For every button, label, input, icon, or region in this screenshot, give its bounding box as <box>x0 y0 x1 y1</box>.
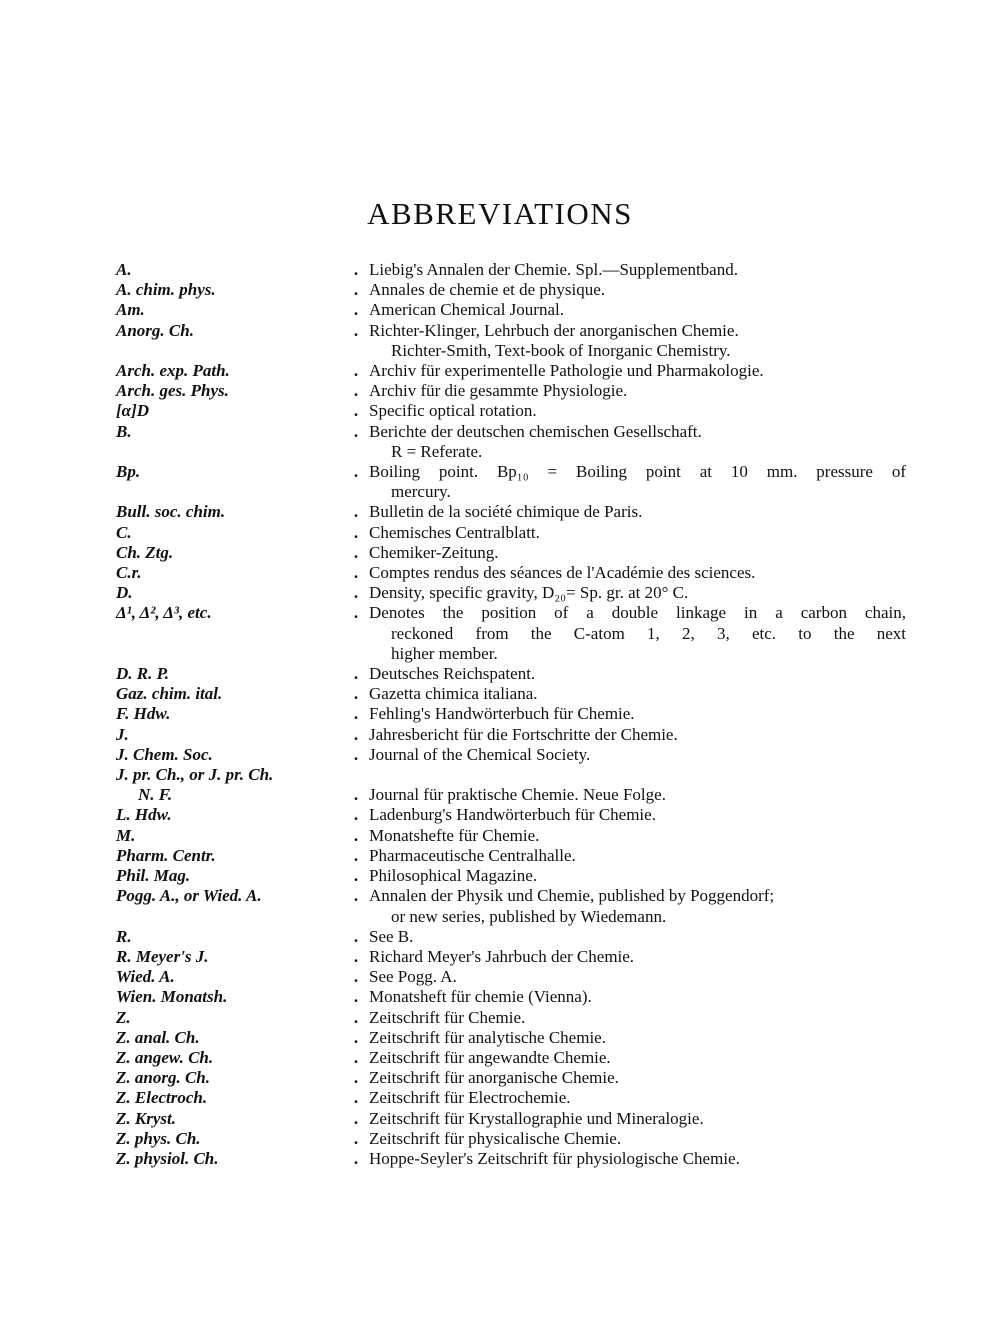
abbreviation-term-text: L. Hdw. <box>116 805 172 825</box>
abbreviation-term <box>116 381 348 401</box>
abbreviation-definition <box>364 462 906 502</box>
definition-line: Bulletin de la société chimique de Paris. <box>369 502 643 522</box>
leader-dot: . <box>353 987 359 1007</box>
abbreviation-term <box>116 725 348 745</box>
abbreviation-term <box>116 947 348 967</box>
abbreviation-definition <box>364 725 906 745</box>
abbreviation-term <box>116 805 348 825</box>
definition-line: higher member. <box>391 643 498 663</box>
abbreviation-term-text: Wien. Monatsh. <box>116 987 228 1007</box>
abbreviation-definition <box>364 543 906 563</box>
page-title: ABBREVIATIONS <box>367 196 633 231</box>
abbreviation-definition <box>364 664 906 684</box>
abbreviation-entry <box>116 1048 906 1068</box>
abbreviation-definition <box>364 846 906 866</box>
abbreviation-list <box>116 260 906 1169</box>
abbreviation-definition <box>364 523 906 543</box>
abbreviation-term-text: Anorg. Ch. <box>116 320 194 340</box>
abbreviation-term-text: J. Chem. Soc. <box>116 744 213 764</box>
abbreviation-definition <box>364 1028 906 1048</box>
abbreviation-term-text: Pharm. Centr. <box>116 845 216 865</box>
abbreviation-entry <box>116 523 906 543</box>
definition-line: Gazetta chimica italiana. <box>369 684 538 704</box>
abbreviation-entry <box>116 1008 906 1028</box>
definition-line: See B. <box>369 926 414 946</box>
abbreviation-term-text: [α]D <box>116 401 150 421</box>
abbreviation-term <box>116 745 348 765</box>
leader-dot: . <box>353 785 359 805</box>
abbreviation-entry <box>116 866 906 886</box>
abbreviation-definition <box>364 987 906 1007</box>
abbreviation-definition <box>364 1068 906 1088</box>
leader-dot: . <box>353 1148 359 1168</box>
definition-line: Zeitschrift für Electrochemie. <box>369 1088 571 1108</box>
definition-line: mercury. <box>391 482 451 502</box>
definition-line: Archiv für experimentelle Pathologie und Pharmakologie. <box>369 361 764 381</box>
abbreviation-entry <box>116 704 906 724</box>
abbreviation-term-text: C. <box>116 522 132 542</box>
abbreviation-term-text: Arch. ges. Phys. <box>116 381 229 401</box>
abbreviation-entry <box>116 725 906 745</box>
definition-line: reckoned from the C-atom 1, 2, 3, etc. to the next <box>391 623 906 643</box>
abbreviation-entry <box>116 300 906 320</box>
definition-line <box>369 765 906 785</box>
abbreviation-definition <box>364 563 906 583</box>
definition-line: R = Referate. <box>391 441 483 461</box>
definition-line: Journal für praktische Chemie. Neue Folge. <box>369 785 666 805</box>
abbreviation-term <box>116 826 348 846</box>
abbreviation-term-text: A. chim. phys. <box>116 280 216 300</box>
abbreviation-definition <box>364 1088 906 1108</box>
abbreviation-term-text: A. <box>116 260 132 279</box>
leader-dot: . <box>353 825 359 845</box>
abbreviation-definition <box>364 704 906 724</box>
definition-line: Fehling's Handwörterbuch für Chemie. <box>369 704 635 724</box>
abbreviation-term <box>116 523 348 543</box>
abbreviation-definition <box>364 866 906 886</box>
abbreviation-entry <box>116 401 906 421</box>
abbreviation-entry <box>116 543 906 563</box>
abbreviation-entry <box>116 664 906 684</box>
leader-dot: . <box>353 724 359 744</box>
leader-dot: . <box>353 1068 359 1088</box>
definition-line: Archiv für die gesammte Physiologie. <box>369 381 628 401</box>
abbreviation-entry <box>116 603 906 664</box>
abbreviation-entry <box>116 260 906 280</box>
abbreviation-term <box>116 765 348 805</box>
definition-line: Deutsches Reichspatent. <box>369 664 536 684</box>
leader-dot: . <box>353 684 359 704</box>
abbreviation-term-text: Wied. A. <box>116 967 175 987</box>
leader-dot: . <box>353 866 359 886</box>
abbreviation-entry <box>116 502 906 522</box>
definition-line: Zeitschrift für anorganische Chemie. <box>369 1068 619 1088</box>
leader-dot: . <box>353 1108 359 1128</box>
abbreviation-definition <box>364 321 906 361</box>
abbreviation-term-text: D. <box>116 583 133 603</box>
definition-line: Jahresbericht für die Fortschritte der Chemie. <box>369 724 678 744</box>
abbreviation-definition <box>364 603 906 664</box>
abbreviation-term-text: Z. anorg. Ch. <box>116 1068 210 1088</box>
definition-line: Comptes rendus des séances de l'Académie des sciences. <box>369 563 756 583</box>
abbreviation-term-text: Z. <box>116 1007 131 1027</box>
abbreviation-entry <box>116 745 906 765</box>
leader-dot: . <box>353 401 359 421</box>
leader-dot: . <box>353 926 359 946</box>
abbreviation-term <box>116 967 348 987</box>
definition-line: Annales de chemie et de physique. <box>369 280 606 300</box>
leader-dot: . <box>353 704 359 724</box>
definition-line: Monatshefte für Chemie. <box>369 825 540 845</box>
leader-dot: . <box>353 280 359 300</box>
abbreviation-entry <box>116 987 906 1007</box>
abbreviation-term <box>116 846 348 866</box>
definition-line: Berichte der deutschen chemischen Gesellschaft. <box>369 421 702 441</box>
definition-line: Zeitschrift für Chemie. <box>369 1007 526 1027</box>
abbreviation-entry <box>116 381 906 401</box>
definition-line: Chemiker-Zeitung. <box>369 542 499 562</box>
abbreviation-definition <box>364 1008 906 1028</box>
abbreviation-term <box>116 1008 348 1028</box>
definition-line: Pharmaceutische Centralhalle. <box>369 845 576 865</box>
abbreviation-definition <box>364 583 906 603</box>
abbreviation-term-text: Δ¹, Δ², Δ³, etc. <box>116 603 212 623</box>
definition-line: Richter-Klinger, Lehrbuch der anorganischen Chemie. <box>369 320 739 340</box>
definition-line: Zeitschrift für angewandte Chemie. <box>369 1047 611 1067</box>
leader-dot: . <box>353 300 359 320</box>
abbreviation-term <box>116 543 348 563</box>
abbreviation-entry <box>116 563 906 583</box>
abbreviation-definition <box>364 300 906 320</box>
abbreviation-term <box>116 1088 348 1108</box>
abbreviation-term <box>116 664 348 684</box>
leader-dot: . <box>353 381 359 401</box>
abbreviation-definition <box>364 280 906 300</box>
abbreviation-entry <box>116 1028 906 1048</box>
abbreviation-entry <box>116 927 906 947</box>
abbreviation-definition <box>364 260 906 280</box>
abbreviation-term-text: Z. Kryst. <box>116 1108 176 1128</box>
abbreviation-entry <box>116 1149 906 1169</box>
leader-dot: . <box>353 502 359 522</box>
abbreviation-definition <box>364 1048 906 1068</box>
abbreviation-definition <box>364 805 906 825</box>
abbreviation-definition <box>364 684 906 704</box>
leader-dot: . <box>353 1047 359 1067</box>
definition-line: Richter-Smith, Text-book of Inorganic Chemistry. <box>391 340 731 360</box>
abbreviation-definition <box>364 886 906 926</box>
definition-line: Specific optical rotation. <box>369 401 537 421</box>
abbreviation-entry <box>116 1109 906 1129</box>
abbreviation-term-text: Z. phys. Ch. <box>116 1128 201 1148</box>
abbreviation-term <box>116 321 348 341</box>
abbreviation-term <box>116 563 348 583</box>
abbreviation-term <box>116 280 348 300</box>
abbreviation-term-text: Phil. Mag. <box>116 866 191 886</box>
abbreviation-definition <box>364 1129 906 1149</box>
abbreviation-term-text: C.r. <box>116 563 142 583</box>
leader-dot: . <box>353 805 359 825</box>
abbreviation-definition <box>364 765 906 805</box>
abbreviation-term <box>116 1129 348 1149</box>
abbreviation-term-text: Z. angew. Ch. <box>116 1047 214 1067</box>
abbreviation-definition <box>364 967 906 987</box>
abbreviation-term-text: Z. physiol. Ch. <box>116 1148 219 1168</box>
abbreviation-entry <box>116 1088 906 1108</box>
abbreviation-definition <box>364 502 906 522</box>
abbreviation-definition <box>364 927 906 947</box>
abbreviation-term-text: Arch. exp. Path. <box>116 361 230 381</box>
abbreviation-term <box>116 1048 348 1068</box>
abbreviation-entry <box>116 846 906 866</box>
definition-line: or new series, published by Wiedemann. <box>391 906 667 926</box>
abbreviation-entry <box>116 967 906 987</box>
abbreviation-term <box>116 866 348 886</box>
abbreviation-definition <box>364 826 906 846</box>
abbreviation-definition <box>364 401 906 421</box>
abbreviation-term-text: J. <box>116 724 129 744</box>
definition-line: Zeitschrift für physicalische Chemie. <box>369 1128 622 1148</box>
abbreviation-term <box>116 1068 348 1088</box>
abbreviation-term <box>116 704 348 724</box>
abbreviation-entry <box>116 1129 906 1149</box>
leader-dot: . <box>353 886 359 906</box>
definition-line: Monatsheft für chemie (Vienna). <box>369 987 592 1007</box>
definition-line: American Chemical Journal. <box>369 300 564 320</box>
definition-line: Richard Meyer's Jahrbuch der Chemie. <box>369 946 635 966</box>
abbreviation-term-text: R. <box>116 926 132 946</box>
abbreviation-term <box>116 603 348 623</box>
abbreviation-term <box>116 684 348 704</box>
definition-line: Chemisches Centralblatt. <box>369 522 540 542</box>
abbreviation-term-text: Z. Electroch. <box>116 1088 208 1108</box>
abbreviation-entry <box>116 947 906 967</box>
abbreviation-definition <box>364 381 906 401</box>
abbreviation-entry <box>116 765 906 805</box>
leader-dot: . <box>353 462 359 482</box>
leader-dot: . <box>353 1027 359 1047</box>
abbreviation-term <box>116 401 348 421</box>
leader-dot: . <box>353 603 359 623</box>
abbreviation-term <box>116 1028 348 1048</box>
definition-line: Zeitschrift für Krystallographie und Mineralogie. <box>369 1108 704 1128</box>
leader-dot: . <box>353 361 359 381</box>
definition-line: Zeitschrift für analytische Chemie. <box>369 1027 606 1047</box>
abbreviation-term-text: Pogg. A., or Wied. A. <box>116 886 262 906</box>
abbreviation-entry <box>116 462 906 502</box>
abbreviation-term <box>116 361 348 381</box>
abbreviation-entry <box>116 684 906 704</box>
definition-line: Journal of the Chemical Society. <box>369 744 591 764</box>
abbreviation-definition <box>364 947 906 967</box>
definition-line: Denotes the position of a double linkage in a carbon chain, <box>369 603 906 623</box>
abbreviation-term-text: F. Hdw. <box>116 704 171 724</box>
abbreviation-entry <box>116 321 906 361</box>
abbreviation-term <box>116 260 348 280</box>
leader-dot: . <box>353 421 359 441</box>
leader-dot: . <box>353 664 359 684</box>
abbreviation-entry <box>116 361 906 381</box>
abbreviation-definition <box>364 1149 906 1169</box>
leader-dot: . <box>353 1088 359 1108</box>
definition-line: See Pogg. A. <box>369 967 457 987</box>
leader-dot: . <box>353 967 359 987</box>
abbreviation-definition <box>364 361 906 381</box>
abbreviation-term <box>116 1109 348 1129</box>
leader-dot: . <box>353 845 359 865</box>
definition-line: Ladenburg's Handwörterbuch für Chemie. <box>369 805 656 825</box>
leader-dot: . <box>353 1128 359 1148</box>
leader-dot: . <box>353 522 359 542</box>
abbreviation-term <box>116 300 348 320</box>
definition-line: Liebig's Annalen der Chemie. Spl.—Supplementband. <box>369 260 738 279</box>
abbreviation-entry <box>116 826 906 846</box>
abbreviation-term <box>116 583 348 603</box>
leader-dot: . <box>353 744 359 764</box>
abbreviation-entry <box>116 280 906 300</box>
abbreviation-term-continuation: N. F. <box>138 785 173 805</box>
abbreviation-term-text: M. <box>116 825 136 845</box>
abbreviation-term-text: Bull. soc. chim. <box>116 502 226 522</box>
abbreviation-entry <box>116 805 906 825</box>
leader-dot: . <box>353 563 359 583</box>
abbreviation-term-text: Ch. Ztg. <box>116 542 174 562</box>
definition-line: Hoppe-Seyler's Zeitschrift für physiologische Chemie. <box>369 1148 740 1168</box>
definition-line: Boiling point. Bp₁₀ = Boiling point at 10 mm. pressure of <box>369 462 906 482</box>
abbreviation-term-text: J. pr. Ch., or J. pr. Ch. <box>116 765 274 785</box>
abbreviation-definition <box>364 1109 906 1129</box>
abbreviation-entry <box>116 422 906 462</box>
abbreviation-term-text: D. R. P. <box>116 664 170 684</box>
leader-dot: . <box>353 946 359 966</box>
abbreviation-entry <box>116 583 906 603</box>
abbreviation-term <box>116 886 348 906</box>
definition-line: Annalen der Physik und Chemie, published by Poggendorf; <box>369 886 775 906</box>
abbreviation-term <box>116 987 348 1007</box>
abbreviation-term <box>116 502 348 522</box>
abbreviation-term <box>116 422 348 442</box>
abbreviation-term-text: Bp. <box>116 462 141 482</box>
abbreviation-definition <box>364 745 906 765</box>
leader-dot: . <box>353 260 359 279</box>
abbreviation-term <box>116 462 348 482</box>
definition-line: Philosophical Magazine. <box>369 866 538 886</box>
abbreviation-term-text: R. Meyer's J. <box>116 946 209 966</box>
leader-dot: . <box>353 320 359 340</box>
abbreviation-term-text: Gaz. chim. ital. <box>116 684 223 704</box>
definition-line: Density, specific gravity, D₂₀= Sp. gr. at 20° C. <box>369 583 689 603</box>
abbreviation-term <box>116 1149 348 1169</box>
leader-dot: . <box>353 1007 359 1027</box>
abbreviation-term <box>116 927 348 947</box>
abbreviation-term-text: Z. anal. Ch. <box>116 1027 200 1047</box>
leader-dot: . <box>353 583 359 603</box>
leader-dot: . <box>353 542 359 562</box>
abbreviation-entry <box>116 1068 906 1088</box>
abbreviation-term-text: Am. <box>116 300 145 320</box>
abbreviation-entry <box>116 886 906 926</box>
abbreviation-definition <box>364 422 906 462</box>
abbreviation-term-text: B. <box>116 421 132 441</box>
